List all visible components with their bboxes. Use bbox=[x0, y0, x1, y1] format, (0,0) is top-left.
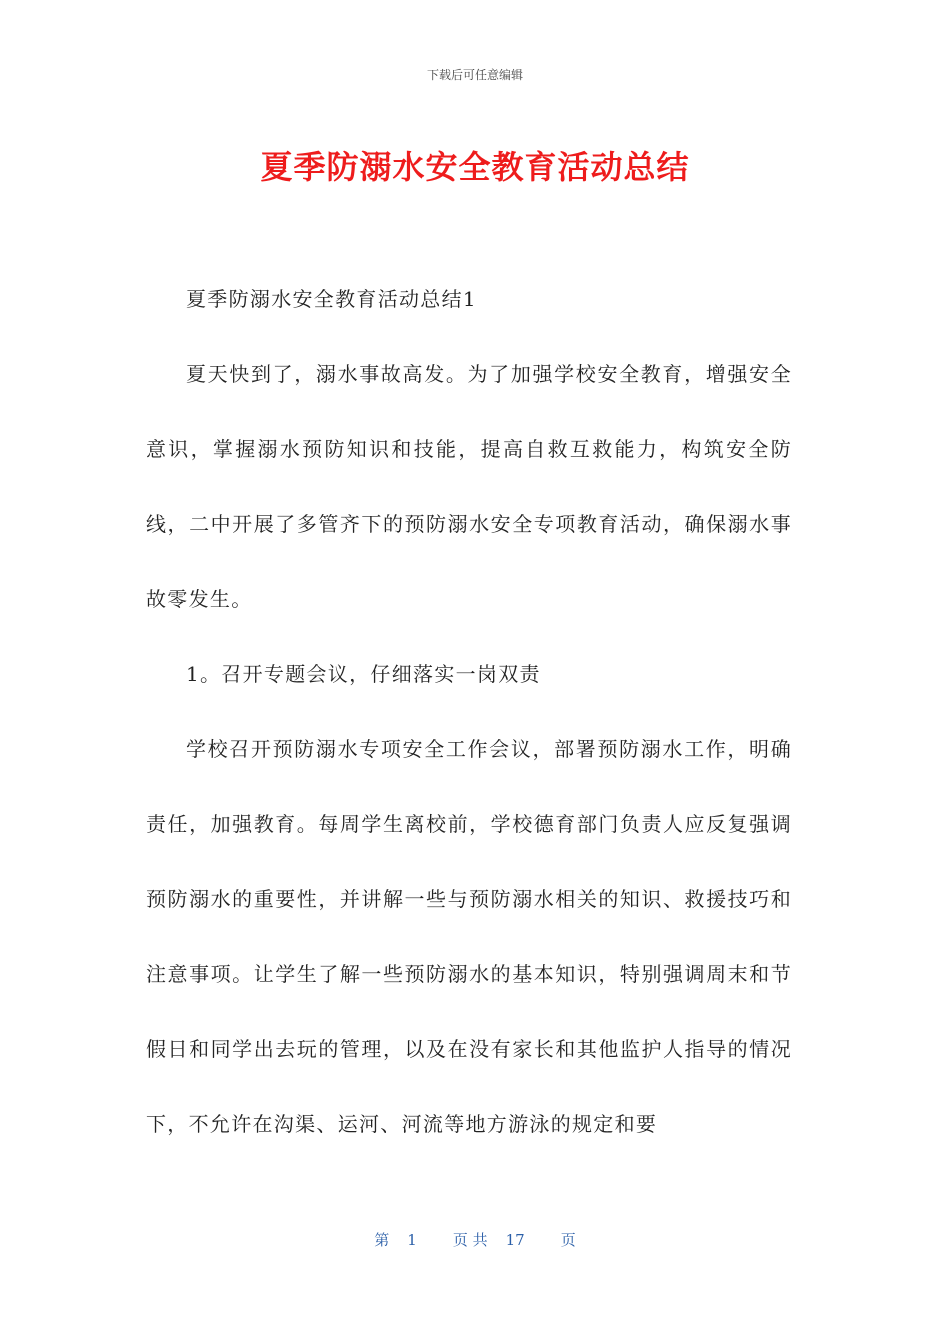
document-title: 夏季防溺水安全教育活动总结 bbox=[260, 148, 690, 186]
page-suffix: 页 bbox=[560, 1231, 576, 1249]
page-total: 17 bbox=[505, 1231, 525, 1249]
body-paragraph: 学校召开预防溺水专项安全工作会议，部署预防溺水工作，明确责任，加强教育。每周学生离校前，学校德育部门负责人应反复强调预防溺水的重要性，并讲解一些与预防溺水相关的知识、救援技巧和注意事项。让学生了解一些预防溺水的基本知识，特别强调周末和节假日和同学出去玩的管理，以及在没有家长和其他监护人指导的情况下，不允许在沟渠、运河、河流等地方游泳的规定和要 bbox=[146, 737, 792, 1136]
page-footer bbox=[0, 1229, 950, 1250]
page-mid: 页 共 bbox=[452, 1231, 488, 1249]
document-body bbox=[146, 262, 792, 1162]
body-paragraph: 夏天快到了，溺水事故高发。为了加强学校安全教育，增强安全意识，掌握溺水预防知识和技能，提高自救互救能力，构筑安全防线，二中开展了多管齐下的预防溺水安全专项教育活动，确保溺水事故零发生。 bbox=[146, 362, 792, 611]
section-heading: 夏季防溺水安全教育活动总结1 bbox=[186, 287, 477, 311]
page-prefix: 第 bbox=[374, 1231, 390, 1249]
header-note: 下载后可任意编辑 bbox=[426, 68, 523, 82]
page-number: 1 bbox=[407, 1231, 417, 1249]
section-heading: 1。召开专题会议，仔细落实一岗双责 bbox=[186, 662, 541, 686]
